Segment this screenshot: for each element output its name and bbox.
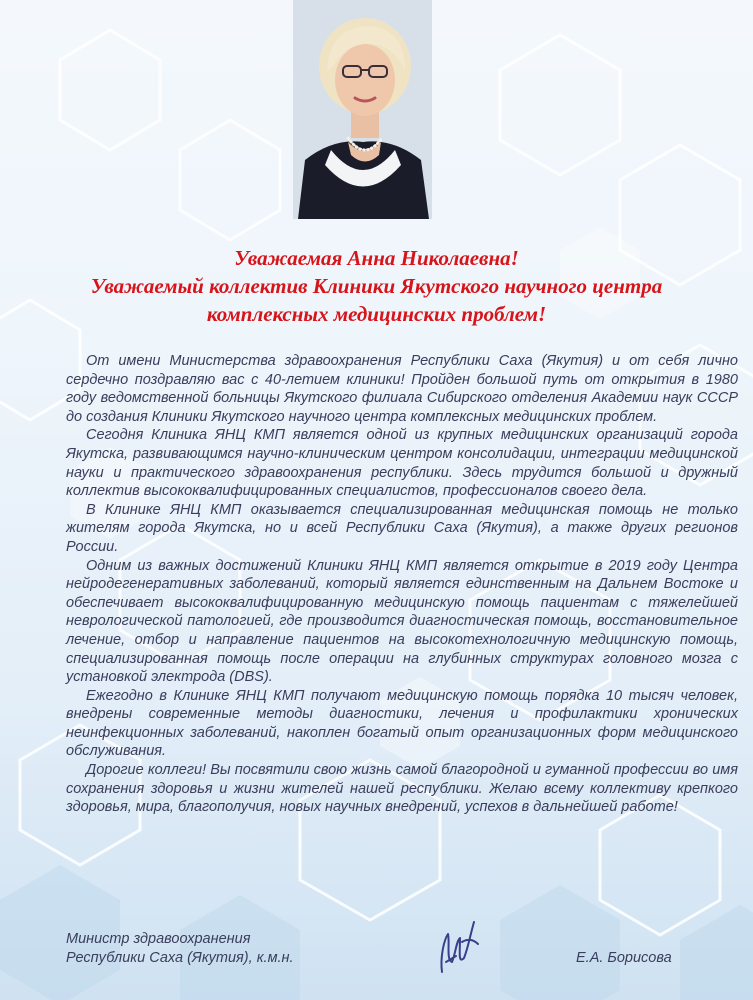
signer-name: Е.А. Борисова <box>576 950 672 966</box>
handwritten-signature <box>434 912 484 982</box>
paragraph: Ежегодно в Клинике ЯНЦ КМП получают медицинскую помощь порядка 10 тысяч человек, внедрены современные методы диагностики, лечения и профилактики хронических неинфекционных заболеваний, накоплен богатый опыт организационных форм медицинского обслуживания. <box>66 687 738 760</box>
greeting-heading <box>0 244 753 328</box>
heading-line-2: Уважаемый коллектив Клиники Якутского научного центра <box>90 274 663 298</box>
portrait-photo <box>293 0 432 219</box>
paragraph: В Клинике ЯНЦ КМП оказывается специализированная медицинская помощь не только жителям города Якутска, но и всей Республики Саха (Якутия), а также других регионов России. <box>66 501 738 555</box>
heading-line-1: Уважаемая Анна Николаевна! <box>234 246 519 270</box>
signer-position-line-1: Министр здравоохранения <box>66 931 251 947</box>
signer-position-line-2: Республики Саха (Якутия), к.м.н. <box>66 949 294 966</box>
paragraph: Одним из важных достижений Клиники ЯНЦ КМП является открытие в 2019 году Центра нейродегенеративных заболеваний, который является единственным на Дальнем Востоке и обеспечивает высококвалифицированную медицинскую помощь пациентам с тяжелейшей неврологической патологией, где производится диагностическая помощь, восстановительное лечение, отбор и направление пациентов на высокотехнологичную медицинскую помощь, специализированная помощь после операции на глубинных структурах головного мозга с установкой электрода (DBS). <box>66 557 738 686</box>
paragraph: Сегодня Клиника ЯНЦ КМП является одной из крупных медицинских организаций города Якутска, развивающимся научно-клиническим центром консолидации, интеграции медицинской науки и практического здравоохранения республики. Здесь трудится большой и дружный коллектив высококвалифицированных специалистов, профессионалов своего дела. <box>66 427 738 500</box>
heading-line-3: комплексных медицинских проблем! <box>206 302 547 326</box>
paragraph: От имени Министерства здравоохранения Республики Саха (Якутия) и от себя лично сердечно поздравляю вас с 40-летием клиники! Пройден большой путь от открытия в 1980 году ведомственной больницы Якутского филиала Сибирского отделения Академии наук СССР до создания Клиники Якутского научного центра комплексных медицинских проблем. <box>66 353 738 425</box>
letter-body <box>66 352 738 817</box>
paragraph: Дорогие коллеги! Вы посвятили свою жизнь самой благородной и гуманной профессии во имя сохранения здоровья и жизни жителей нашей республики. Желаю всему коллективу крепкого здоровья, мира, благополучия, новых научных внедрений, успехов в дальнейшей работе! <box>66 762 738 816</box>
signer-position <box>66 930 294 967</box>
